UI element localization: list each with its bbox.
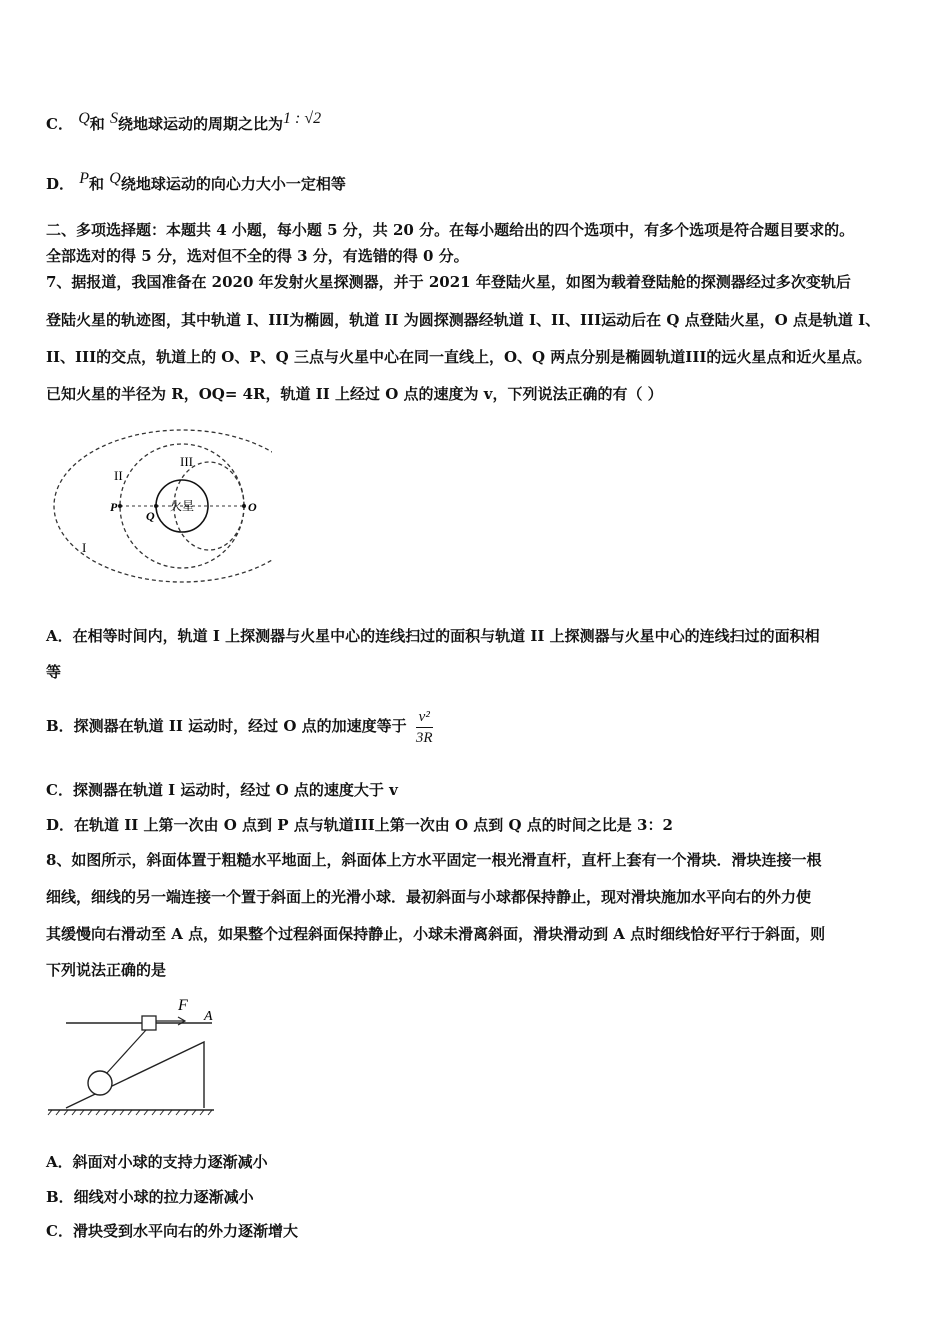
section-header-line1: 二、多项选择题：本题共 4 小题，每小题 5 分，共 20 分。在每小题给出的四个选项中，有多个选项是符合题目要求的。	[46, 221, 855, 239]
q8-stem-line2: 细线，细线的另一端连接一个置于斜面上的光滑小球．最初斜面与小球都保持静止，现对滑块施加水平向右的外力使	[46, 888, 812, 906]
orbit-iii-label: III	[180, 454, 193, 469]
string-line	[106, 1030, 146, 1074]
q7-option-a-line2: 等	[46, 663, 62, 681]
q7-option-c: C．探测器在轨道 I 运动时，经过 O 点的速度大于 v	[46, 781, 398, 799]
force-label: F	[178, 997, 188, 1014]
q8-option-c: C．滑块受到水平向右的外力逐渐增大	[46, 1222, 298, 1240]
incline-body	[66, 1042, 204, 1108]
q6-c-ratio: 1 : √2	[283, 110, 322, 127]
q7-stem-line1: 7、据报道，我国准备在 2020 年发射火星探测器，并于 2021 年登陆火星，如图为载着登陆舱的探测器经过多次变轨后	[46, 273, 851, 291]
q7-option-a-line1: A．在相等时间内，轨道 I 上探测器与火星中心的连线扫过的面积与轨道 II 上探测器与火星中心的连线扫过的面积相	[46, 627, 820, 645]
q8-option-a: A．斜面对小球的支持力逐渐减小	[46, 1153, 268, 1171]
q7-b-fraction: $\frac{\text{v²}}{3R}$	[415, 708, 433, 746]
q6-c-var1: Q	[78, 110, 90, 127]
orbit-ii-label: II	[114, 468, 123, 483]
q7-stem-line4: 已知火星的半径为 R，OQ= 4R，轨道 II 上经过 O 点的速度为 v，下列说法正确的有（ ）	[46, 385, 663, 403]
section-header-line2: 全部选对的得 5 分，选对但不全的得 3 分，有选错的得 0 分。	[46, 247, 469, 265]
q6-d-var1: P	[79, 170, 90, 187]
q7-stem-line3: II、III的交点，轨道上的 O、P、Q 三点与火星中心在同一直线上，O、Q 两点分别是椭圆轨道III的远火星点和近火星点。	[46, 348, 872, 366]
q6-option-d: D． P和 Q绕地球运动的向心力大小一定相等	[46, 170, 346, 193]
q7-option-b: B．探测器在轨道 II 运动时，经过 O 点的加速度等于 $\frac{\text{v²}}{3R}$	[46, 708, 433, 746]
slider-block	[142, 1016, 156, 1030]
orbit-i-label: I	[82, 540, 87, 555]
q7-stem-line2: 登陆火星的轨迹图，其中轨道 I、III为椭圆，轨道 II 为圆探测器经轨道 I、II、III运动后在 Q 点登陆火星，O 点是轨道 I、	[46, 311, 881, 329]
mars-label: 火星	[170, 499, 195, 513]
q8-stem-line4: 下列说法正确的是	[46, 961, 167, 979]
q8-incline-figure	[44, 992, 234, 1118]
point-p-label: P	[110, 500, 118, 514]
q8-stem-line3: 其缓慢向右滑动至 A 点，如果整个过程斜面保持静止，小球未滑离斜面，滑块滑动到 A 点时细线恰好平行于斜面，则	[46, 925, 826, 943]
point-o-label: O	[248, 500, 257, 514]
point-a-label: A	[204, 1009, 213, 1024]
q6-d-var2: Q	[109, 170, 121, 187]
point-q-label: Q	[146, 509, 155, 523]
q8-option-b: B．细线对小球的拉力逐渐减小	[46, 1188, 254, 1206]
q7-orbit-figure	[52, 418, 272, 590]
q6-c-var2: S	[110, 110, 118, 127]
ball	[88, 1071, 112, 1095]
q7-option-d: D．在轨道 II 上第一次由 O 点到 P 点与轨道III上第一次由 O 点到 Q 点的时间之比是 3：2	[46, 816, 673, 834]
q6-option-c: C． Q和 S绕地球运动的周期之比为1 : √2	[46, 110, 322, 133]
q8-stem-line1: 8、如图所示，斜面体置于粗糙水平地面上，斜面体上方水平固定一根光滑直杆，直杆上套有一个滑块．滑块连接一根	[46, 851, 822, 869]
